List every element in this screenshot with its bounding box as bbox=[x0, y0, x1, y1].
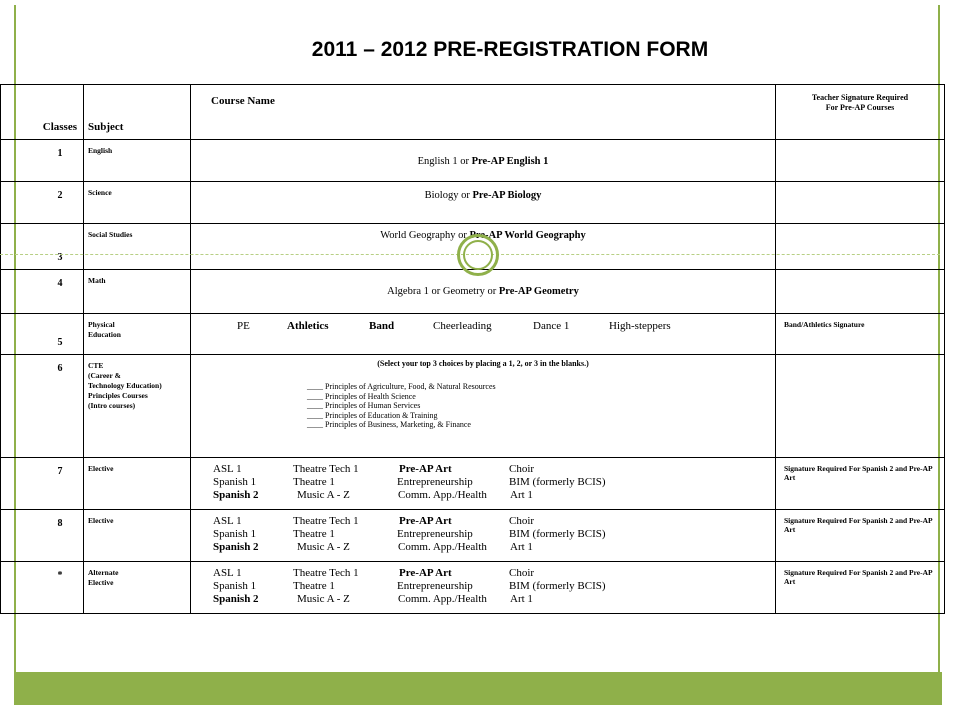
signature-cell[interactable] bbox=[776, 355, 945, 458]
option-band[interactable]: Band bbox=[369, 320, 395, 332]
table-row bbox=[1, 140, 945, 182]
cte-instruction: (Select your top 3 choices by placing a 1, 2, or 3 in the blanks.) bbox=[377, 359, 589, 368]
cte-option[interactable]: ____ Principles of Agriculture, Food, & Natural Resources bbox=[307, 382, 496, 391]
subject-cell: Science bbox=[84, 182, 191, 224]
course-cell[interactable] bbox=[191, 458, 776, 510]
subject-cell: English bbox=[84, 140, 191, 182]
option-athletics[interactable]: Athletics bbox=[287, 320, 329, 332]
header-teacher-signature: Teacher Signature Required For Pre-AP Courses bbox=[776, 85, 945, 140]
signature-cell[interactable]: Signature Required For Spanish 2 and Pre-AP Art bbox=[776, 458, 945, 510]
cte-option[interactable]: ____ Principles of Health Science bbox=[307, 391, 416, 401]
option-high-steppers[interactable]: High-steppers bbox=[609, 320, 671, 332]
table-row bbox=[1, 355, 945, 458]
form-title: 2011 – 2012 PRE-REGISTRATION FORM bbox=[311, 38, 709, 61]
table-row bbox=[1, 562, 945, 614]
subject-cell: Social Studies bbox=[84, 224, 191, 270]
course-cell bbox=[191, 355, 776, 458]
registration-table bbox=[0, 84, 945, 614]
table-row bbox=[1, 458, 945, 510]
table-row bbox=[1, 270, 945, 314]
class-number: 4 bbox=[1, 270, 84, 314]
header-row bbox=[1, 85, 945, 140]
elective-options: ASL 1 Theatre Tech 1 Pre-AP Art Choir Spanish 1 Theatre 1 Entrepreneurship BIM (formerly BCIS) Spanish 2 Music A - Z Comm. App./Health Art 1 bbox=[213, 463, 606, 501]
class-number: 2 bbox=[1, 182, 84, 224]
signature-cell[interactable] bbox=[776, 270, 945, 314]
subject-cell: Math bbox=[84, 270, 191, 314]
elective-options: ASL 1 Theatre Tech 1 Pre-AP Art Choir Spanish 1 Theatre 1 Entrepreneurship BIM (formerly BCIS) Spanish 2 Music A - Z Comm. App./Health Art 1 bbox=[213, 567, 606, 605]
signature-cell[interactable]: Band/Athletics Signature bbox=[776, 314, 945, 355]
cte-option[interactable]: ____ Principles of Education & Training bbox=[307, 410, 438, 420]
class-number: 3 bbox=[1, 224, 84, 270]
course-cell[interactable]: Biology or Pre-AP Biology bbox=[191, 182, 776, 224]
class-number: 5 bbox=[1, 314, 84, 355]
subject-cell: Elective bbox=[84, 458, 191, 510]
header-subject: Subject bbox=[84, 85, 191, 140]
course-cell[interactable]: English 1 or Pre-AP English 1 bbox=[191, 140, 776, 182]
class-number: * bbox=[1, 562, 84, 614]
class-number: 6 bbox=[1, 355, 84, 458]
subject-cell: Elective bbox=[84, 510, 191, 562]
pe-options bbox=[191, 314, 775, 354]
cte-option[interactable]: ____ Principles of Human Services bbox=[307, 401, 421, 410]
cte-options bbox=[307, 382, 775, 430]
header-course-name: Course Name bbox=[191, 85, 776, 140]
class-number: 1 bbox=[1, 140, 84, 182]
course-cell[interactable] bbox=[191, 510, 776, 562]
course-cell[interactable]: World Geography or Pre-AP World Geography bbox=[191, 224, 776, 270]
table-row bbox=[1, 314, 945, 355]
header-classes: Classes bbox=[1, 85, 84, 140]
course-cell[interactable] bbox=[191, 562, 776, 614]
option-dance[interactable]: Dance 1 bbox=[533, 320, 570, 332]
course-cell[interactable]: Algebra 1 or Geometry or Pre-AP Geometry bbox=[191, 270, 776, 314]
option-cheerleading[interactable]: Cheerleading bbox=[433, 320, 492, 332]
signature-cell[interactable] bbox=[776, 182, 945, 224]
signature-cell[interactable]: Signature Required For Spanish 2 and Pre-AP Art bbox=[776, 562, 945, 614]
table-row bbox=[1, 510, 945, 562]
class-number: 7 bbox=[1, 458, 84, 510]
ring-ornament-icon bbox=[457, 234, 499, 276]
cte-option[interactable]: ____ Principles of Business, Marketing, & Finance bbox=[307, 420, 471, 429]
subject-cell: Physical Education bbox=[84, 314, 191, 355]
class-number: 8 bbox=[1, 510, 84, 562]
subject-cell: CTE (Career & Technology Education) Principles Courses (Intro courses) bbox=[84, 355, 191, 458]
course-cell[interactable] bbox=[191, 314, 776, 355]
elective-options: ASL 1 Theatre Tech 1 Pre-AP Art Choir Spanish 1 Theatre 1 Entrepreneurship BIM (formerly BCIS) Spanish 2 Music A - Z Comm. App./Health Art 1 bbox=[213, 515, 606, 553]
footer-bar bbox=[14, 672, 942, 705]
signature-cell[interactable] bbox=[776, 224, 945, 270]
signature-cell[interactable] bbox=[776, 140, 945, 182]
option-pe[interactable]: PE bbox=[237, 320, 250, 332]
subject-cell: Alternate Elective bbox=[84, 562, 191, 614]
table-row bbox=[1, 182, 945, 224]
signature-cell[interactable]: Signature Required For Spanish 2 and Pre-AP Art bbox=[776, 510, 945, 562]
